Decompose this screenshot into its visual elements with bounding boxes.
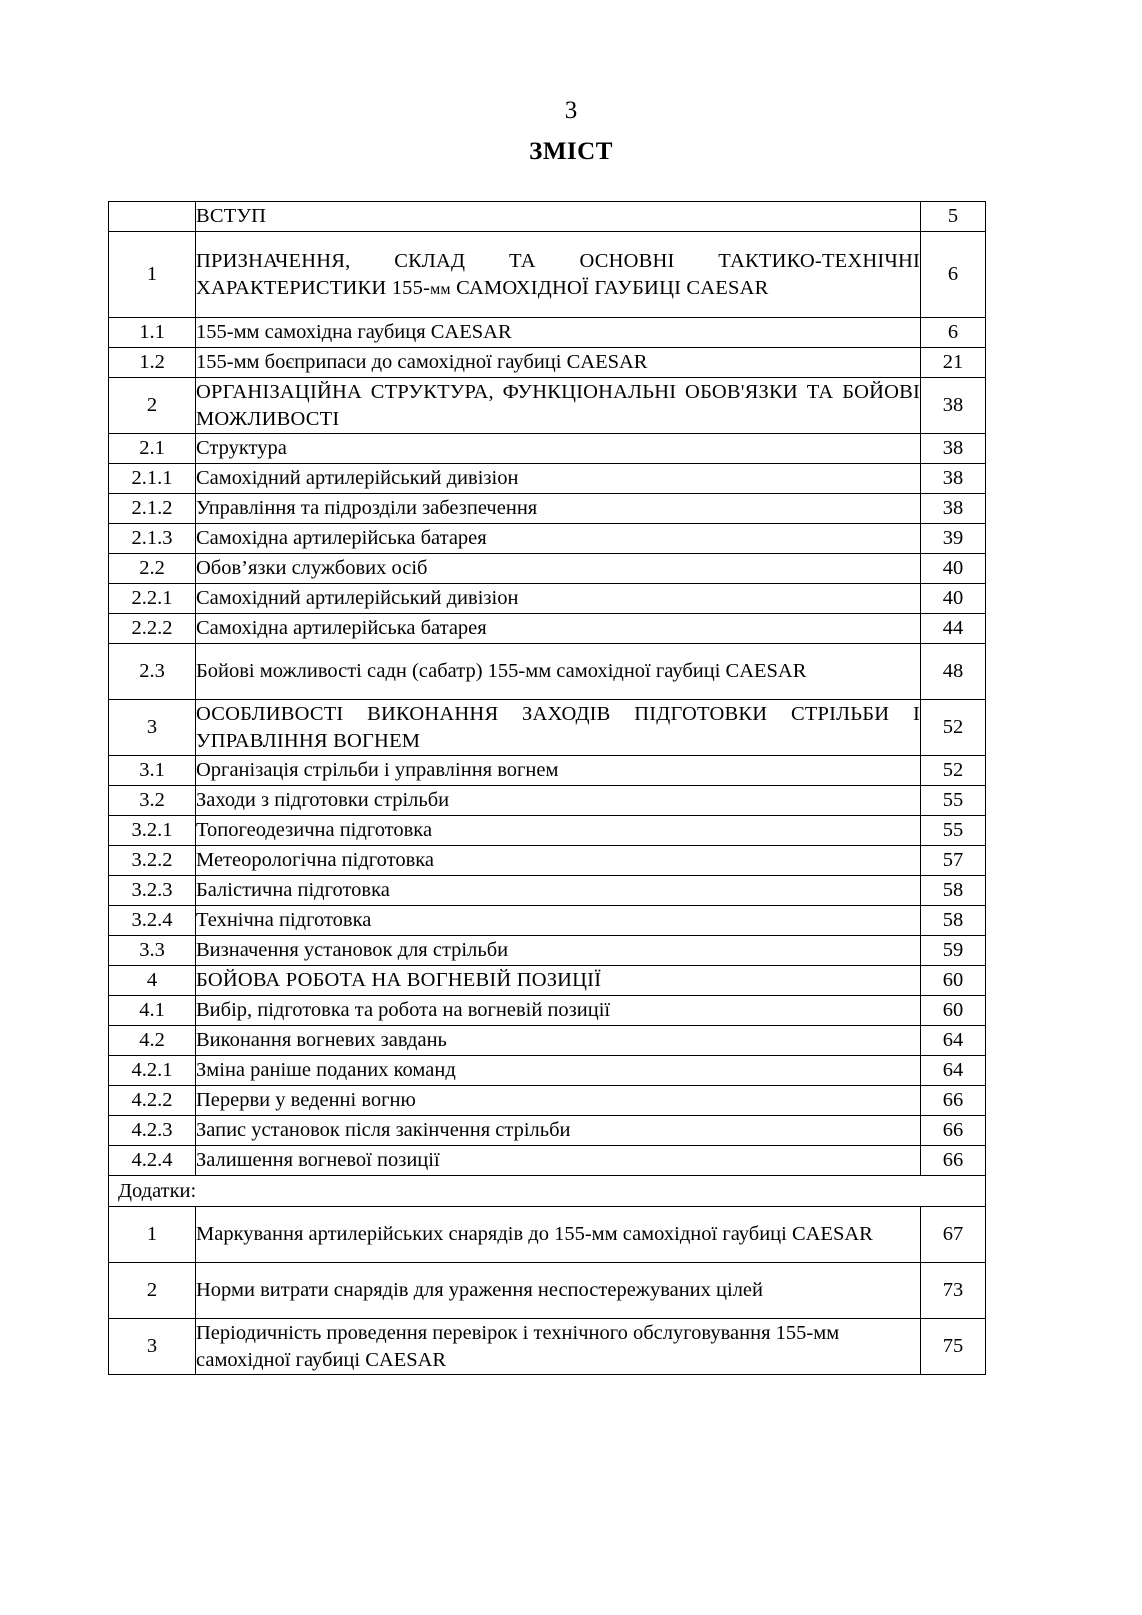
toc-entry-number-27: 4.2.4	[109, 1146, 196, 1176]
toc-table	[108, 201, 986, 1375]
toc-entry-page-5: 38	[921, 434, 986, 464]
table-row[interactable]	[109, 876, 986, 906]
toc-entry-number-26: 4.2.3	[109, 1116, 196, 1146]
table-row[interactable]	[109, 996, 986, 1026]
toc-entry-page-8: 39	[921, 524, 986, 554]
table-row[interactable]	[109, 524, 986, 554]
toc-entry-page-7: 38	[921, 494, 986, 524]
toc-entry-page-25: 66	[921, 1086, 986, 1116]
toc-entry-number-7: 2.1.2	[109, 494, 196, 524]
appendix-entry-title-2[interactable]: Періодичність проведення перевірок і технічного обслуговування 155-мм самохідної гаубиці CAESAR	[196, 1319, 921, 1375]
toc-entry-page-6: 38	[921, 464, 986, 494]
toc-entry-title-4[interactable]: ОРГАНІЗАЦІЙНА СТРУКТУРА, ФУНКЦІОНАЛЬНІ ОБОВ'ЯЗКИ ТА БОЙОВІ МОЖЛИВОСТІ	[196, 378, 921, 434]
toc-entry-page-18: 58	[921, 876, 986, 906]
appendix-entry-page-0: 67	[921, 1207, 986, 1263]
table-row[interactable]	[109, 434, 986, 464]
table-row[interactable]	[109, 232, 986, 318]
toc-entry-page-20: 59	[921, 936, 986, 966]
toc-entry-page-24: 64	[921, 1056, 986, 1086]
toc-entry-page-13: 52	[921, 700, 986, 756]
table-row[interactable]	[109, 584, 986, 614]
toc-entry-title-5[interactable]: Структура	[196, 434, 921, 464]
toc-entry-number-6: 2.1.1	[109, 464, 196, 494]
toc-entry-title-8[interactable]: Самохідна артилерійська батарея	[196, 524, 921, 554]
table-row[interactable]	[109, 1207, 986, 1263]
toc-entry-number-9: 2.2	[109, 554, 196, 584]
toc-entry-title-1[interactable]: ПРИЗНАЧЕННЯ, СКЛАД ТА ОСНОВНІ ТАКТИКО-ТЕХНІЧНІ ХАРАКТЕРИСТИКИ 155-мм САМОХІДНОЇ ГАУБИЦІ CAESAR	[196, 232, 921, 318]
table-of-contents	[108, 201, 985, 1375]
toc-entry-title-27[interactable]: Залишення вогневої позиції	[196, 1146, 921, 1176]
toc-entry-title-24[interactable]: Зміна раніше поданих команд	[196, 1056, 921, 1086]
toc-entry-page-12: 48	[921, 644, 986, 700]
toc-entry-title-10[interactable]: Самохідний артилерійський дивізіон	[196, 584, 921, 614]
toc-entry-number-12: 2.3	[109, 644, 196, 700]
toc-entry-number-1: 1	[109, 232, 196, 318]
toc-entry-number-13: 3	[109, 700, 196, 756]
appendix-entry-title-0[interactable]: Маркування артилерійських снарядів до 155-мм самохідної гаубиці CAESAR	[196, 1207, 921, 1263]
table-row[interactable]	[109, 906, 986, 936]
table-row[interactable]	[109, 318, 986, 348]
toc-entry-page-9: 40	[921, 554, 986, 584]
appendix-section-header: Додатки:	[109, 1176, 986, 1207]
table-row[interactable]	[109, 1263, 986, 1319]
appendix-entry-number-0: 1	[109, 1207, 196, 1263]
table-row[interactable]	[109, 464, 986, 494]
toc-entry-title-21[interactable]: БОЙОВА РОБОТА НА ВОГНЕВІЙ ПОЗИЦІЇ	[196, 966, 921, 996]
toc-entry-number-8: 2.1.3	[109, 524, 196, 554]
toc-entry-number-15: 3.2	[109, 786, 196, 816]
page-title: ЗМІСТ	[529, 138, 613, 165]
page-number: 3	[564, 97, 578, 124]
toc-entry-title-25[interactable]: Перерви у веденні вогню	[196, 1086, 921, 1116]
appendix-entry-number-1: 2	[109, 1263, 196, 1319]
toc-entry-page-21: 60	[921, 966, 986, 996]
table-row[interactable]	[109, 1319, 986, 1375]
appendix-entry-number-2: 3	[109, 1319, 196, 1375]
toc-entry-number-22: 4.1	[109, 996, 196, 1026]
toc-entry-title-26[interactable]: Запис установок після закінчення стрільби	[196, 1116, 921, 1146]
table-row[interactable]	[109, 700, 986, 756]
appendix-entry-title-1[interactable]: Норми витрати снарядів для ураження неспостережуваних цілей	[196, 1263, 921, 1319]
toc-entry-page-11: 44	[921, 614, 986, 644]
toc-entry-number-2: 1.1	[109, 318, 196, 348]
table-row[interactable]	[109, 1056, 986, 1086]
toc-entry-title-18[interactable]: Балістична підготовка	[196, 876, 921, 906]
toc-entry-title-12[interactable]: Бойові можливості садн (сабатр) 155-мм самохідної гаубиці CAESAR	[196, 644, 921, 700]
toc-entry-title-3[interactable]: 155-мм боєприпаси до самохідної гаубиці CAESAR	[196, 348, 921, 378]
toc-entry-page-16: 55	[921, 816, 986, 846]
table-row[interactable]	[109, 816, 986, 846]
table-row[interactable]	[109, 966, 986, 996]
toc-entry-page-10: 40	[921, 584, 986, 614]
toc-entry-title-15[interactable]: Заходи з підготовки стрільби	[196, 786, 921, 816]
toc-entry-number-16: 3.2.1	[109, 816, 196, 846]
toc-entry-number-11: 2.2.2	[109, 614, 196, 644]
toc-entry-title-0[interactable]: ВСТУП	[196, 202, 921, 232]
table-row[interactable]	[109, 202, 986, 232]
toc-entry-number-23: 4.2	[109, 1026, 196, 1056]
toc-entry-page-26: 66	[921, 1116, 986, 1146]
toc-entry-title-13[interactable]: ОСОБЛИВОСТІ ВИКОНАННЯ ЗАХОДІВ ПІДГОТОВКИ СТРІЛЬБИ І УПРАВЛІННЯ ВОГНЕМ	[196, 700, 921, 756]
toc-entry-number-18: 3.2.3	[109, 876, 196, 906]
table-row[interactable]	[109, 494, 986, 524]
unit-label: мм	[430, 280, 451, 298]
toc-entry-title-22[interactable]: Вибір, підготовка та робота на вогневій позиції	[196, 996, 921, 1026]
table-row[interactable]	[109, 756, 986, 786]
table-row[interactable]	[109, 846, 986, 876]
toc-entry-page-15: 55	[921, 786, 986, 816]
toc-entry-number-10: 2.2.1	[109, 584, 196, 614]
toc-entry-page-22: 60	[921, 996, 986, 1026]
table-row[interactable]	[109, 554, 986, 584]
toc-entry-title-9[interactable]: Обов’язки службових осіб	[196, 554, 921, 584]
toc-entry-page-3: 21	[921, 348, 986, 378]
toc-entry-number-0	[109, 202, 196, 232]
toc-entry-title-7[interactable]: Управління та підрозділи забезпечення	[196, 494, 921, 524]
table-row[interactable]	[109, 936, 986, 966]
toc-entry-page-27: 66	[921, 1146, 986, 1176]
toc-entry-title-16[interactable]: Топогеодезична підготовка	[196, 816, 921, 846]
toc-entry-title-11[interactable]: Самохідна артилерійська батарея	[196, 614, 921, 644]
toc-entry-number-14: 3.1	[109, 756, 196, 786]
table-row[interactable]	[109, 348, 986, 378]
toc-entry-number-24: 4.2.1	[109, 1056, 196, 1086]
toc-entry-page-14: 52	[921, 756, 986, 786]
table-row[interactable]	[109, 786, 986, 816]
table-row[interactable]	[109, 1146, 986, 1176]
toc-entry-page-0: 5	[921, 202, 986, 232]
toc-entry-title-17[interactable]: Метеорологічна підготовка	[196, 846, 921, 876]
table-row[interactable]	[109, 644, 986, 700]
toc-entry-title-20[interactable]: Визначення установок для стрільби	[196, 936, 921, 966]
toc-entry-number-20: 3.3	[109, 936, 196, 966]
toc-entry-number-25: 4.2.2	[109, 1086, 196, 1116]
toc-entry-page-23: 64	[921, 1026, 986, 1056]
toc-entry-number-21: 4	[109, 966, 196, 996]
toc-entry-page-2: 6	[921, 318, 986, 348]
appendix-entry-page-2: 75	[921, 1319, 986, 1375]
table-row[interactable]	[109, 378, 986, 434]
toc-entry-number-5: 2.1	[109, 434, 196, 464]
table-row[interactable]	[109, 614, 986, 644]
toc-entry-title-6[interactable]: Самохідний артилерійський дивізіон	[196, 464, 921, 494]
appendix-entry-page-1: 73	[921, 1263, 986, 1319]
table-row[interactable]	[109, 1026, 986, 1056]
toc-entry-number-4: 2	[109, 378, 196, 434]
table-row[interactable]	[109, 1116, 986, 1146]
table-row[interactable]	[109, 1086, 986, 1116]
toc-entry-title-14[interactable]: Організація стрільби і управління вогнем	[196, 756, 921, 786]
toc-entry-page-4: 38	[921, 378, 986, 434]
toc-entry-title-19[interactable]: Технічна підготовка	[196, 906, 921, 936]
toc-entry-page-1: 6	[921, 232, 986, 318]
toc-entry-title-2[interactable]: 155-мм самохідна гаубиця CAESAR	[196, 318, 921, 348]
toc-entry-number-17: 3.2.2	[109, 846, 196, 876]
appendix-section-header-row	[109, 1176, 986, 1207]
toc-entry-page-19: 58	[921, 906, 986, 936]
toc-entry-number-19: 3.2.4	[109, 906, 196, 936]
toc-entry-number-3: 1.2	[109, 348, 196, 378]
toc-entry-title-23[interactable]: Виконання вогневих завдань	[196, 1026, 921, 1056]
toc-entry-page-17: 57	[921, 846, 986, 876]
